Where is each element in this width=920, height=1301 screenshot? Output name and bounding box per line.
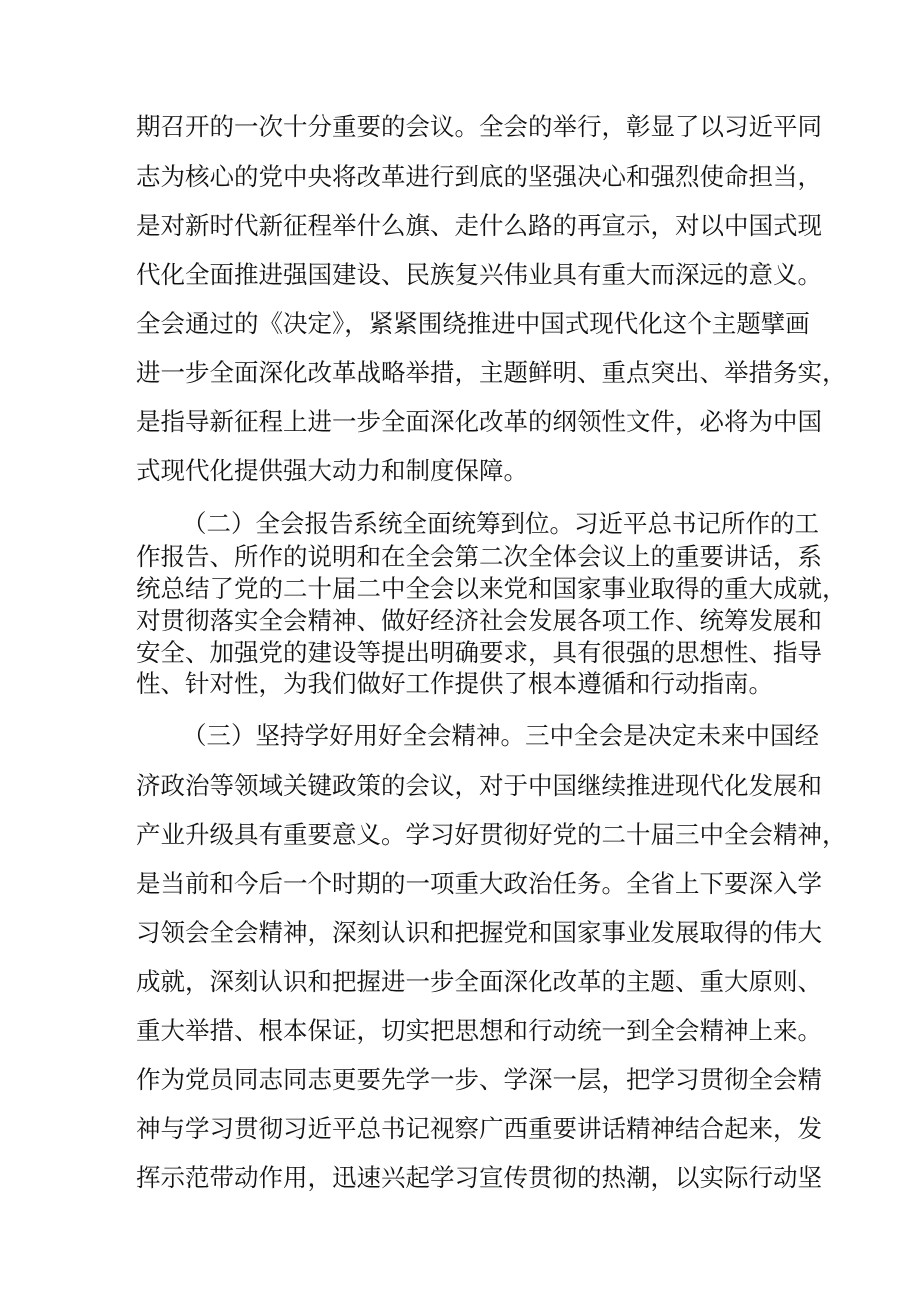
text-line: （三）坚持学好用好全会精神。三中全会是决定未来中国经 bbox=[182, 721, 819, 750]
text-line: 安全、加强党的建设等提出明确要求，具有很强的思想性、指导 bbox=[136, 638, 822, 667]
text-line: 挥示范带动作用，迅速兴起学习宣传贯彻的热潮，以实际行动坚 bbox=[136, 1163, 822, 1192]
text-line: 对贯彻落实全会精神、做好经济社会发展各项工作、统筹发展和 bbox=[136, 606, 822, 635]
text-line: 性、针对性，为我们做好工作提供了根本遵循和行动指南。 bbox=[136, 669, 773, 698]
text-line: 作报告、所作的说明和在全会第二次全体会议上的重要讲话，系 bbox=[136, 542, 822, 571]
text-line: 是当前和今后一个时期的一项重大政治任务。全省上下要深入学 bbox=[136, 869, 822, 898]
text-line: 全会通过的《决定》，紧紧围绕推进中国式现代化这个主题擘画 bbox=[136, 309, 810, 338]
text-line: 是指导新征程上进一步全面深化改革的纲领性文件，必将为中国 bbox=[136, 407, 822, 436]
text-line: 期召开的一次十分重要的会议。全会的举行，彰显了以习近平同 bbox=[136, 112, 822, 141]
text-line: 进一步全面深化改革战略举措，主题鲜明、重点突出、举措务实， bbox=[136, 358, 847, 387]
text-line: 统总结了党的二十届二中全会以来党和国家事业取得的重大成就， bbox=[136, 574, 847, 603]
text-line: 习领会全会精神，深刻认识和把握党和国家事业发展取得的伟大 bbox=[136, 918, 822, 947]
text-line: 产业升级具有重要意义。学习好贯彻好党的二十届三中全会精神， bbox=[136, 820, 847, 849]
text-line: 济政治等领域关键政策的会议，对于中国继续推进现代化发展和 bbox=[136, 771, 822, 800]
text-line: 作为党员同志同志更要先学一步、学深一层，把学习贯彻全会精 bbox=[136, 1065, 822, 1094]
text-line: 代化全面推进强国建设、民族复兴伟业具有重大而深远的意义。 bbox=[136, 260, 822, 289]
text-line: 志为核心的党中央将改革进行到底的坚强决心和强烈使命担当， bbox=[136, 162, 822, 191]
text-line: （二）全会报告系统全面统筹到位。习近平总书记所作的工 bbox=[182, 509, 819, 538]
text-line: 成就，深刻认识和把握进一步全面深化改革的主题、重大原则、 bbox=[136, 967, 822, 996]
text-line: 式现代化提供强大动力和制度保障。 bbox=[136, 456, 528, 485]
text-line: 重大举措、根本保证，切实把思想和行动统一到全会精神上来。 bbox=[136, 1016, 822, 1045]
text-line: 神与学习贯彻习近平总书记视察广西重要讲话精神结合起来，发 bbox=[136, 1114, 822, 1143]
text-line: 是对新时代新征程举什么旗、走什么路的再宣示，对以中国式现 bbox=[136, 211, 822, 240]
